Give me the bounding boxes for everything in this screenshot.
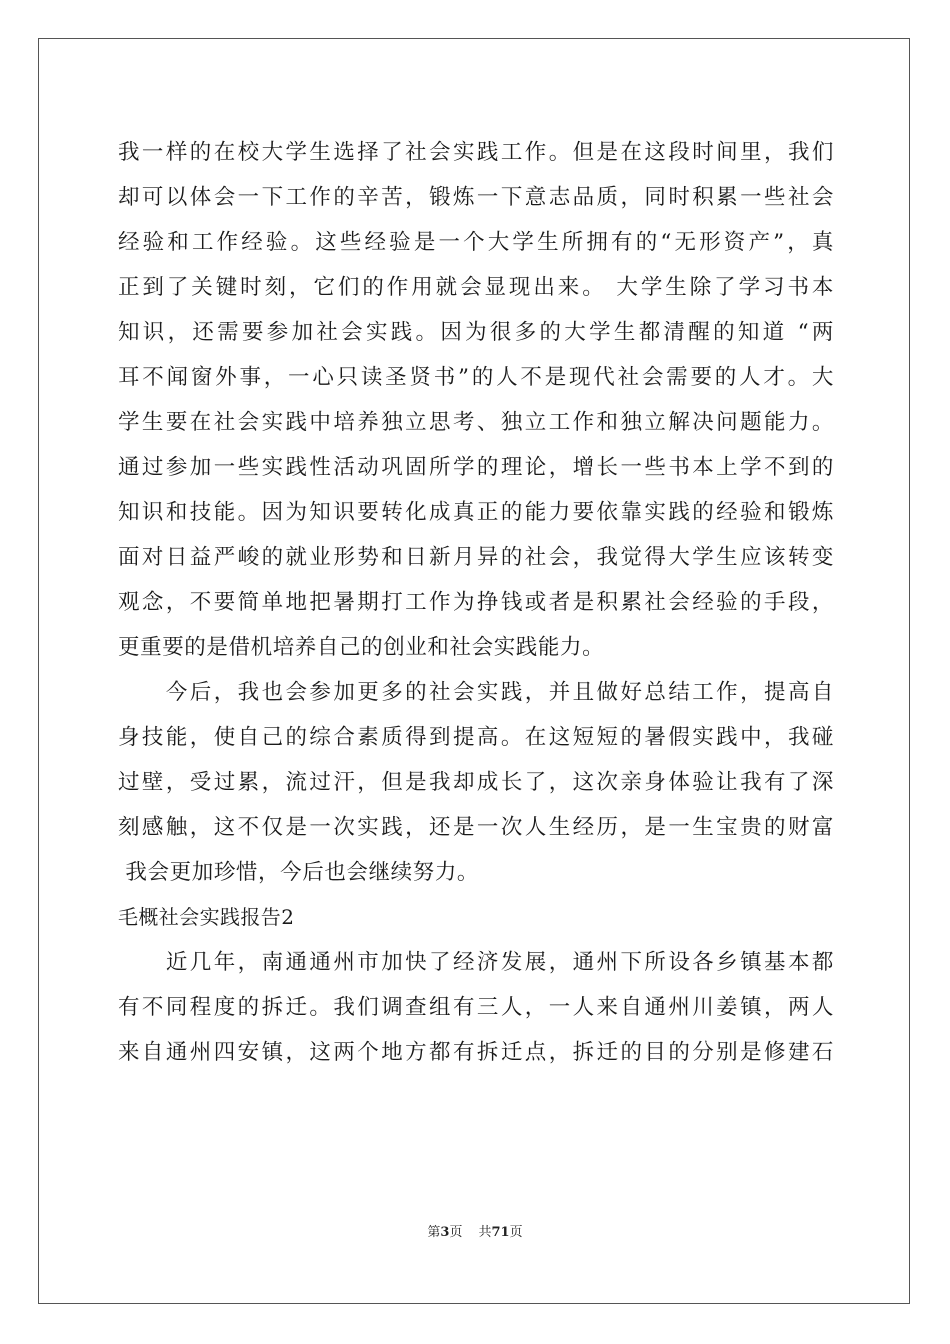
- total-suffix: 页: [509, 1225, 523, 1240]
- text-line: 今后，我也会参加更多的社会实践，并且做好总结工作，提高自: [118, 680, 834, 705]
- text-line: 身技能，使自己的综合素质得到提高。在这短短的暑假实践中，我碰: [118, 725, 834, 750]
- text-line: 面对日益严峻的就业形势和日新月异的社会，我觉得大学生应该转变: [118, 545, 834, 570]
- text-line: 经验和工作经验。这些经验是一个大学生所拥有的“无形资产”，真: [118, 230, 834, 255]
- text-line: 过壁，受过累，流过汗，但是我却成长了，这次亲身体验让我有了深: [118, 770, 834, 795]
- section-heading: 毛概社会实践报告2: [118, 905, 295, 929]
- total-prefix: 共: [478, 1225, 492, 1240]
- text-line: 知识和技能。因为知识要转化成真正的能力要依靠实践的经验和锻炼: [118, 500, 834, 525]
- document-body: [118, 130, 834, 1075]
- text-line: 通过参加一些实践性活动巩固所学的理论，增长一些书本上学不到的: [118, 455, 834, 480]
- page-prefix: 第: [427, 1225, 441, 1240]
- text-line: 观念，不要简单地把暑期打工作为挣钱或者是积累社会经验的手段，: [118, 590, 834, 615]
- text-line: 有不同程度的拆迁。我们调查组有三人，一人来自通州川姜镇，两人: [118, 995, 834, 1020]
- text-line: 正到了关键时刻，它们的作用就会显现出来。 大学生除了学习书本: [118, 275, 834, 300]
- text-line: 耳不闻窗外事，一心只读圣贤书”的人不是现代社会需要的人才。大: [118, 365, 834, 390]
- text-line: 更重要的是借机培养自己的创业和社会实践能力。: [118, 635, 605, 660]
- page-footer: [0, 1221, 950, 1240]
- text-line: 我一样的在校大学生选择了社会实践工作。但是在这段时间里，我们: [118, 140, 834, 165]
- text-line: 来自通州四安镇，这两个地方都有拆迁点，拆迁的目的分别是修建石: [118, 1040, 834, 1065]
- page-suffix: 页: [449, 1225, 463, 1240]
- text-line: 近几年，南通通州市加快了经济发展，通州下所设各乡镇基本都: [118, 950, 834, 975]
- text-line: 学生要在社会实践中培养独立思考、独立工作和独立解决问题能力。: [118, 410, 834, 435]
- text-line: 刻感触，这不仅是一次实践，还是一次人生经历，是一生宝贵的财富: [118, 815, 834, 840]
- text-line: 知识，还需要参加社会实践。因为很多的大学生都清醒的知道 “两: [118, 320, 834, 345]
- text-line: 却可以体会一下工作的辛苦，锻炼一下意志品质，同时积累一些社会: [118, 185, 834, 210]
- page-number: 3: [440, 1225, 450, 1240]
- total-pages: 71: [491, 1225, 510, 1240]
- text-line: 我会更加珍惜，今后也会继续努力。: [118, 860, 480, 885]
